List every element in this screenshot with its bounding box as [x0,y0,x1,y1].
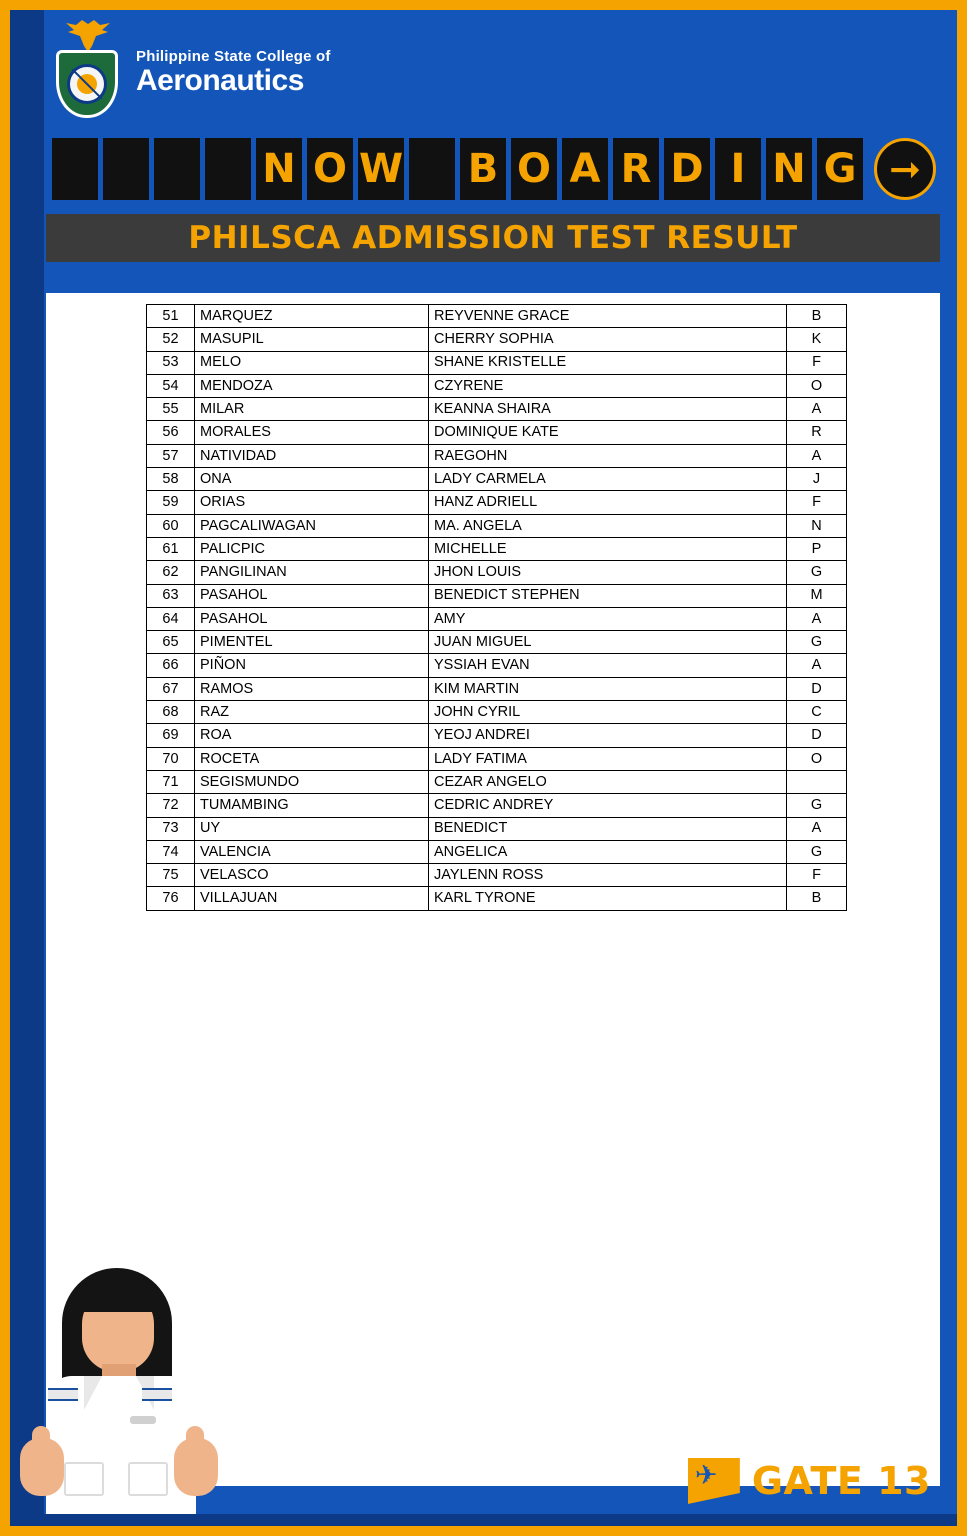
row-number: 53 [147,351,195,374]
row-first-name: CZYRENE [429,374,787,397]
row-last-name: RAZ [195,701,429,724]
table-row [147,444,847,467]
board-tile: W [358,138,404,200]
airplane-departure-icon [688,1458,740,1504]
row-last-name: ORIAS [195,491,429,514]
row-last-name: PIMENTEL [195,631,429,654]
table-row [147,817,847,840]
board-tile [205,138,251,200]
row-number: 65 [147,631,195,654]
row-number: 51 [147,305,195,328]
table-row [147,631,847,654]
board-tile: A [562,138,608,200]
table-row [147,701,847,724]
gate-badge [688,1458,931,1504]
board-tile [103,138,149,200]
row-code: O [787,374,847,397]
row-first-name: CEDRIC ANDREY [429,794,787,817]
row-last-name: NATIVIDAD [195,444,429,467]
row-number: 73 [147,817,195,840]
table-row [147,864,847,887]
row-first-name: CEZAR ANGELO [429,770,787,793]
row-code: F [787,491,847,514]
row-first-name: KIM MARTIN [429,677,787,700]
row-last-name: MENDOZA [195,374,429,397]
board-tile [154,138,200,200]
board-tile [52,138,98,200]
brand-line-1: Philippine State College of [136,47,331,65]
row-code: G [787,840,847,863]
row-number: 72 [147,794,195,817]
brand-line-2: Aeronautics [136,63,304,97]
row-number: 57 [147,444,195,467]
board-tile: N [256,138,302,200]
row-first-name: REYVENNE GRACE [429,305,787,328]
row-first-name: JUAN MIGUEL [429,631,787,654]
row-number: 74 [147,840,195,863]
row-code: N [787,514,847,537]
row-number: 66 [147,654,195,677]
row-last-name: RAMOS [195,677,429,700]
board-tile: O [307,138,353,200]
board-tile: G [817,138,863,200]
row-code: D [787,677,847,700]
table-row [147,305,847,328]
table-row [147,654,847,677]
table-row [147,351,847,374]
row-last-name: PAGCALIWAGAN [195,514,429,537]
row-last-name: VILLAJUAN [195,887,429,910]
row-last-name: PALICPIC [195,537,429,560]
row-last-name: MELO [195,351,429,374]
table-row [147,677,847,700]
row-code: M [787,584,847,607]
row-first-name: RAEGOHN [429,444,787,467]
row-number: 63 [147,584,195,607]
row-last-name: MILAR [195,398,429,421]
row-first-name: MA. ANGELA [429,514,787,537]
now-boarding-board [52,136,938,202]
row-code: K [787,328,847,351]
row-last-name: PASAHOL [195,607,429,630]
row-number: 68 [147,701,195,724]
row-last-name: ONA [195,468,429,491]
row-number: 60 [147,514,195,537]
row-number: 76 [147,887,195,910]
row-last-name: UY [195,817,429,840]
row-first-name: LADY CARMELA [429,468,787,491]
row-last-name: PASAHOL [195,584,429,607]
page-title [46,214,940,262]
table-row [147,887,847,910]
table-row [147,724,847,747]
row-code: B [787,305,847,328]
row-number: 61 [147,537,195,560]
table-row [147,607,847,630]
row-last-name: PIÑON [195,654,429,677]
table-row [147,398,847,421]
table-row [147,537,847,560]
row-last-name: SEGISMUNDO [195,770,429,793]
table-row [147,491,847,514]
board-tile: N [766,138,812,200]
row-code: P [787,537,847,560]
row-first-name: HANZ ADRIELL [429,491,787,514]
eagle-icon [64,20,112,54]
row-number: 69 [147,724,195,747]
row-code: D [787,724,847,747]
results-table [146,304,847,911]
row-number: 62 [147,561,195,584]
row-code: A [787,607,847,630]
row-code: G [787,561,847,584]
row-number: 56 [147,421,195,444]
row-number: 55 [147,398,195,421]
row-number: 75 [147,864,195,887]
table-row [147,374,847,397]
gate-label: GATE 13 [751,1459,931,1503]
row-number: 54 [147,374,195,397]
pilot-illustration [24,1266,224,1516]
row-first-name: YEOJ ANDREI [429,724,787,747]
row-number: 71 [147,770,195,793]
right-arrow-icon: ➞ [874,138,936,200]
bottom-accent-bar [10,1514,957,1526]
row-first-name: JHON LOUIS [429,561,787,584]
eagle-crest-icon [52,24,124,120]
row-code [787,770,847,793]
row-last-name: TUMAMBING [195,794,429,817]
row-code: A [787,817,847,840]
row-first-name: AMY [429,607,787,630]
shield-icon [56,50,118,118]
table-row [147,770,847,793]
row-code: G [787,631,847,654]
row-code: O [787,747,847,770]
table-row [147,421,847,444]
row-number: 67 [147,677,195,700]
row-first-name: CHERRY SOPHIA [429,328,787,351]
page-title-text: PHILSCA ADMISSION TEST RESULT [188,220,798,256]
row-last-name: PANGILINAN [195,561,429,584]
row-first-name: BENEDICT [429,817,787,840]
row-number: 58 [147,468,195,491]
table-row [147,794,847,817]
brand-logo [44,24,957,120]
row-first-name: JAYLENN ROSS [429,864,787,887]
board-tile: B [460,138,506,200]
row-first-name: JOHN CYRIL [429,701,787,724]
row-code: J [787,468,847,491]
row-code: R [787,421,847,444]
row-code: A [787,398,847,421]
row-last-name: MORALES [195,421,429,444]
table-row [147,328,847,351]
row-code: A [787,444,847,467]
row-last-name: ROA [195,724,429,747]
board-tile: R [613,138,659,200]
table-row [147,747,847,770]
board-tile: I [715,138,761,200]
row-first-name: LADY FATIMA [429,747,787,770]
table-row [147,561,847,584]
row-first-name: KARL TYRONE [429,887,787,910]
row-number: 64 [147,607,195,630]
row-first-name: YSSIAH EVAN [429,654,787,677]
row-first-name: KEANNA SHAIRA [429,398,787,421]
header [10,10,957,130]
row-last-name: MASUPIL [195,328,429,351]
board-tile: O [511,138,557,200]
table-row [147,584,847,607]
row-last-name: VALENCIA [195,840,429,863]
row-first-name: BENEDICT STEPHEN [429,584,787,607]
row-code: F [787,351,847,374]
board-tile: D [664,138,710,200]
row-number: 52 [147,328,195,351]
row-code: F [787,864,847,887]
row-code: B [787,887,847,910]
table-row [147,514,847,537]
row-first-name: MICHELLE [429,537,787,560]
row-last-name: MARQUEZ [195,305,429,328]
row-code: C [787,701,847,724]
row-code: A [787,654,847,677]
row-number: 59 [147,491,195,514]
row-code: G [787,794,847,817]
row-first-name: ANGELICA [429,840,787,863]
row-last-name: ROCETA [195,747,429,770]
table-row [147,840,847,863]
row-first-name: DOMINIQUE KATE [429,421,787,444]
row-number: 70 [147,747,195,770]
row-last-name: VELASCO [195,864,429,887]
board-tile [409,138,455,200]
row-first-name: SHANE KRISTELLE [429,351,787,374]
table-row [147,468,847,491]
